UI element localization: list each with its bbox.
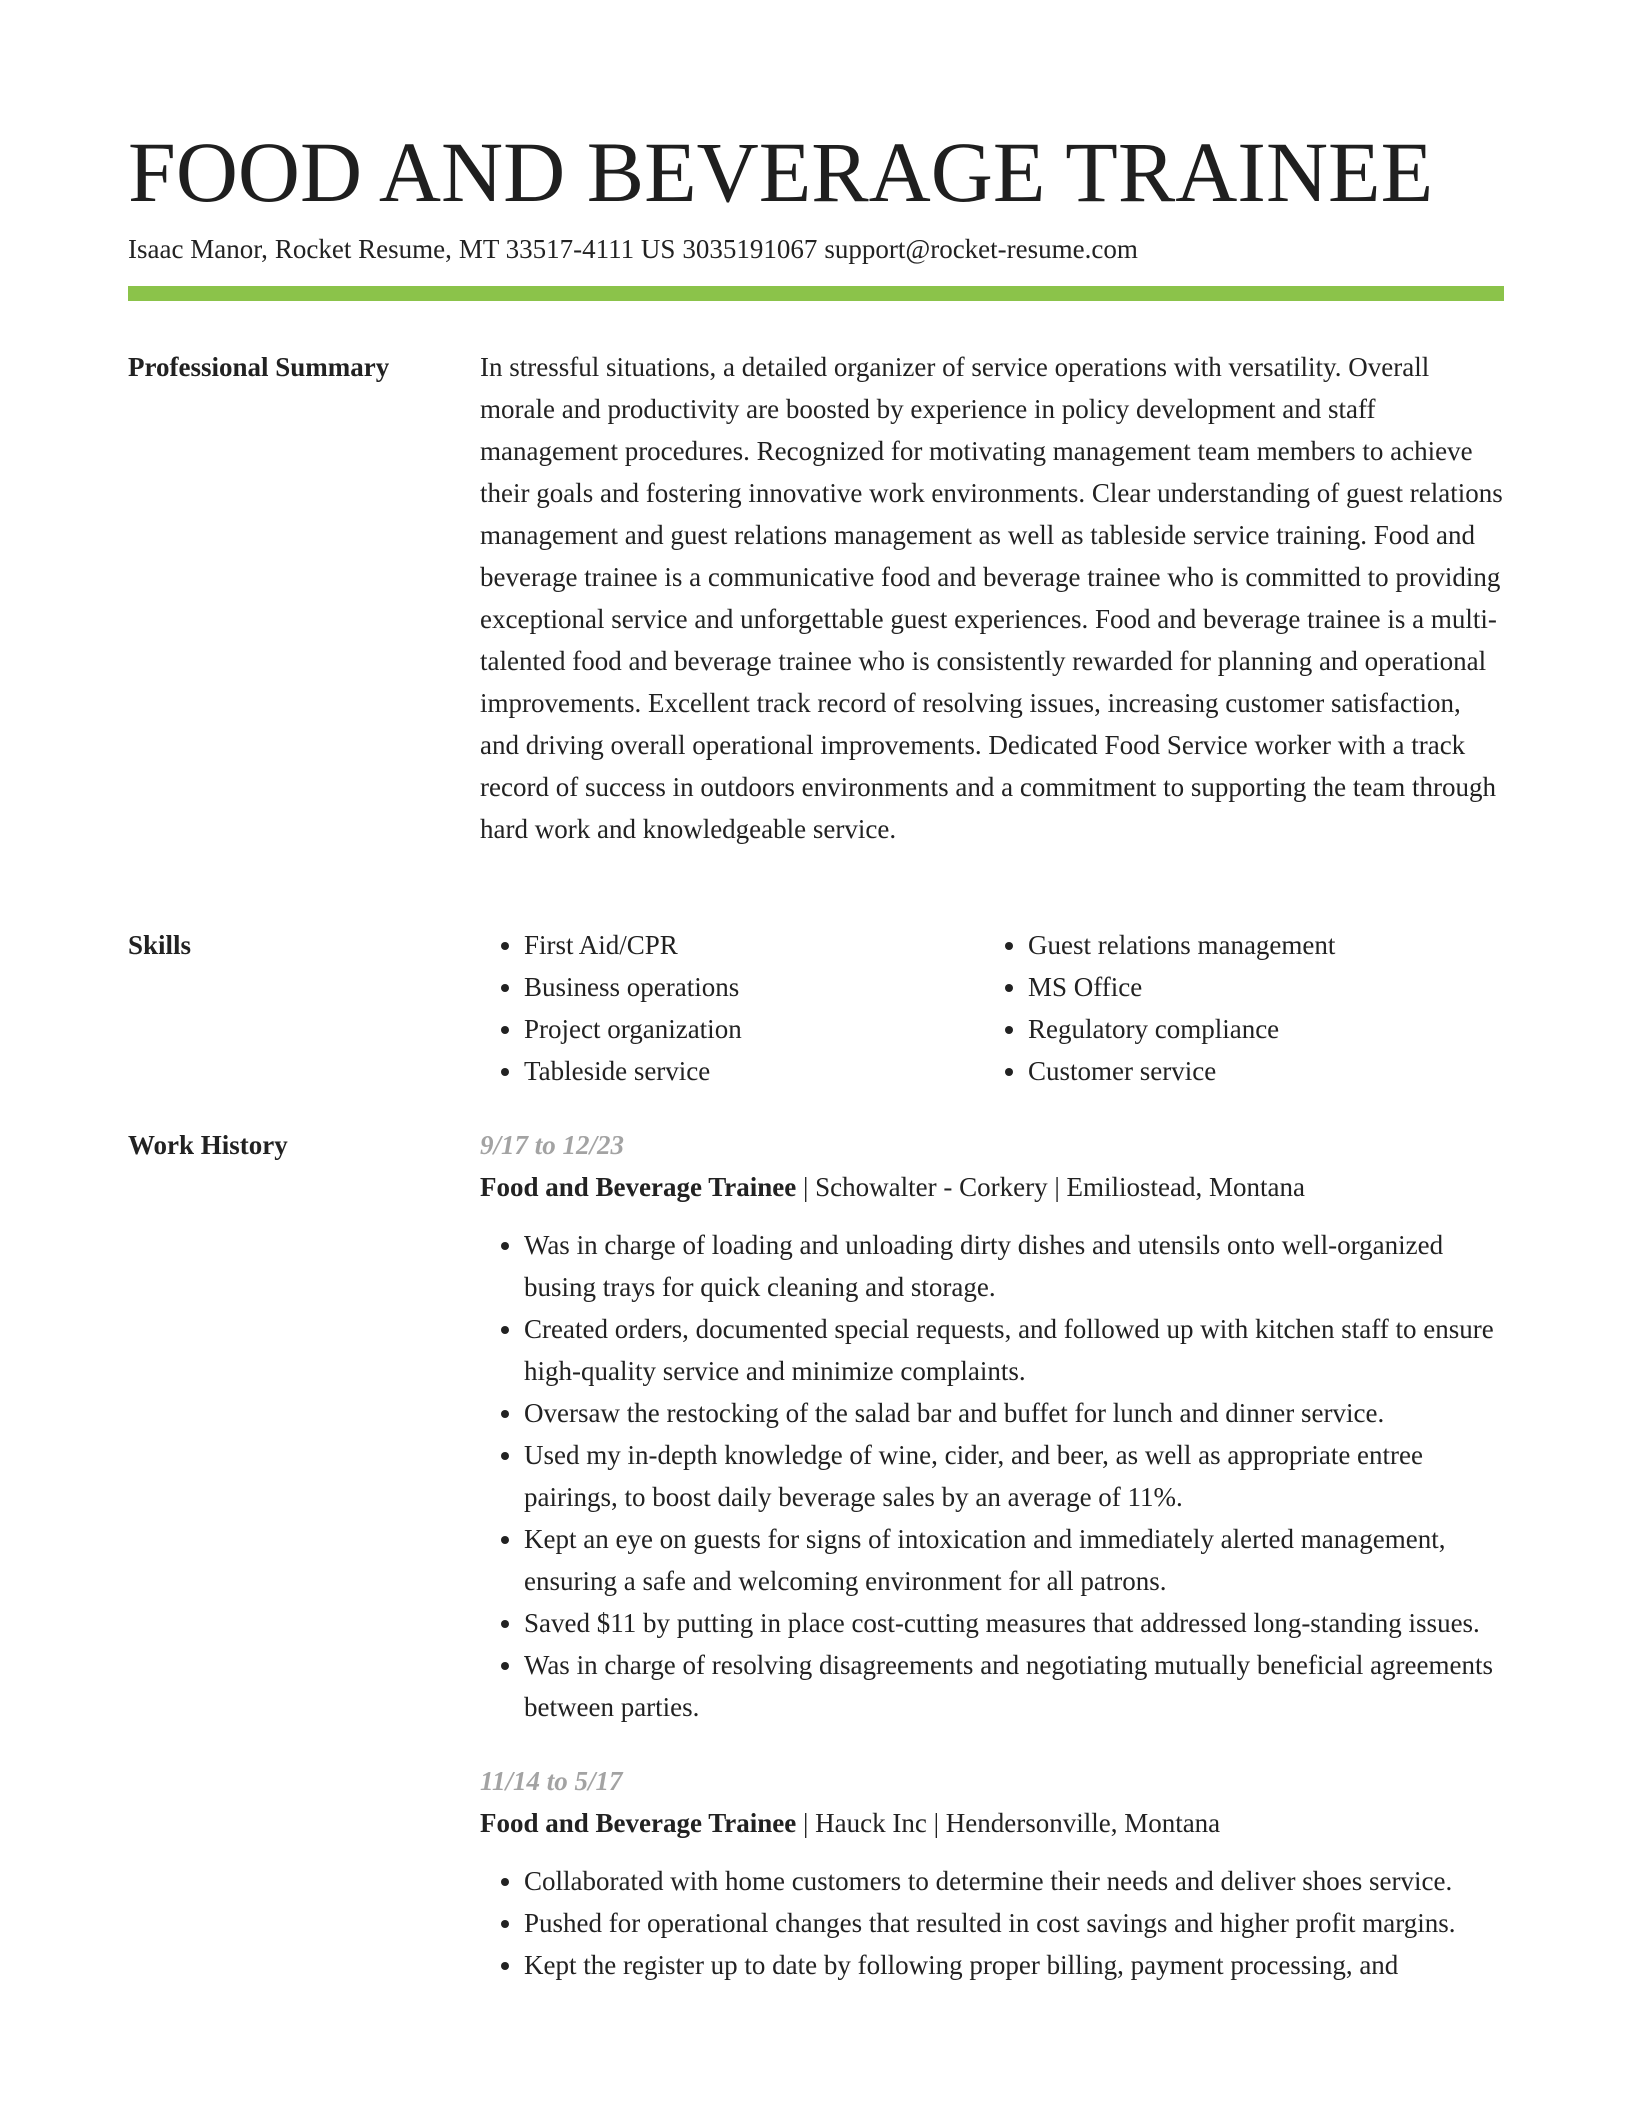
job-bullet: • Oversaw the restocking of the salad bar and buffet for lunch and dinner service.: [524, 1392, 1504, 1434]
skills-grid: [480, 924, 1504, 1092]
job-bullet: • Collaborated with home customers to determine their needs and deliver shoes service.: [524, 1860, 1504, 1902]
skill-item: • First Aid/CPR: [524, 924, 984, 966]
job-dates: 9/17 to 12/23: [480, 1130, 625, 1160]
job-bullet: • Saved $11 by putting in place cost-cutting measures that addressed long-standing issues.: [524, 1602, 1504, 1644]
job-bullet: • Was in charge of loading and unloading dirty dishes and utensils onto well-organized busing trays for quick cleaning and storage.: [524, 1224, 1504, 1308]
skill-item: • Tableside service: [524, 1050, 984, 1092]
job-heading: [480, 1166, 1504, 1208]
skills-label: Skills: [128, 930, 192, 960]
job-bullet: • Kept the register up to date by following proper billing, payment processing, and: [524, 1944, 1504, 1986]
job-bullet: • Created orders, documented special requests, and followed up with kitchen staff to ensure high-quality service and minimize complaints.: [524, 1308, 1504, 1392]
skills-column-right: [984, 924, 1488, 1092]
skills-section: [128, 924, 1504, 1094]
skills-body: [480, 924, 1504, 1092]
work-history-body: [480, 1124, 1504, 1986]
job-bullet: • Pushed for operational changes that resulted in cost savings and higher profit margins.: [524, 1902, 1504, 1944]
contact-name: Isaac Manor,: [128, 234, 268, 264]
skill-item: • Project organization: [524, 1008, 984, 1050]
job-bullets: [480, 1224, 1504, 1728]
job-bullets: [480, 1860, 1504, 1986]
job-details: | Hauck Inc | Hendersonville, Montana: [796, 1808, 1221, 1838]
summary-section: [128, 346, 1504, 886]
summary-body: [480, 346, 1504, 850]
skill-item: • Regulatory compliance: [1028, 1008, 1488, 1050]
skill-item: • MS Office: [1028, 966, 1488, 1008]
work-history-label: Work History: [128, 1130, 288, 1160]
skills-column-left: [480, 924, 984, 1092]
resume-title: FOOD AND BEVERAGE TRAINEE: [128, 124, 1434, 220]
job-bullet: • Was in charge of resolving disagreements and negotiating mutually beneficial agreements between parties.: [524, 1644, 1504, 1728]
skill-item: • Customer service: [1028, 1050, 1488, 1092]
contact-company: Rocket Resume,: [274, 234, 452, 264]
job-entry: [480, 1760, 1504, 1986]
summary-label: Professional Summary: [128, 352, 390, 382]
job-title: Food and Beverage Trainee: [480, 1808, 797, 1838]
job-entry: [480, 1124, 1504, 1728]
contact-phone: 3035191067: [682, 234, 818, 264]
job-details: | Schowalter - Corkery | Emiliostead, Montana: [796, 1172, 1305, 1202]
contact-email: support@rocket-resume.com: [824, 234, 1138, 264]
job-bullet: • Used my in-depth knowledge of wine, cider, and beer, as well as appropriate entree pairings, to boost daily beverage sales by an average of 11%.: [524, 1434, 1504, 1518]
work-history-section: [128, 1124, 1504, 2114]
skill-item: • Guest relations management: [1028, 924, 1488, 966]
job-title: Food and Beverage Trainee: [480, 1172, 797, 1202]
contact-line: [128, 232, 1138, 266]
summary-text: In stressful situations, a detailed organizer of service operations with versatility. Overall morale and productivity are boosted by experience in policy development and staff management procedures. Recognized for motivating management team members to achieve their goals and fostering innovative work environments. Clear understanding of guest relations management and guest relations management as well as tableside service training. Food and beverage trainee is a communicative food and beverage trainee who is committed to providing exceptional service and unforgettable guest experiences. Food and beverage trainee is a multi-talented food and beverage trainee who is consistently rewarded for planning and operational improvements. Excellent track record of resolving issues, increasing customer satisfaction, and driving overall operational improvements. Dedicated Food Service worker with a track record of success in outdoors environments and a commitment to supporting the team through hard work and knowledgeable service.: [480, 352, 1503, 844]
job-heading: [480, 1802, 1504, 1844]
contact-location: MT 33517-4111 US: [458, 234, 676, 264]
job-bullet: • Kept an eye on guests for signs of intoxication and immediately alerted management, ensuring a safe and welcoming environment for all patrons.: [524, 1518, 1504, 1602]
job-dates: 11/14 to 5/17: [480, 1766, 623, 1796]
header-divider: [128, 286, 1504, 301]
skill-item: • Business operations: [524, 966, 984, 1008]
